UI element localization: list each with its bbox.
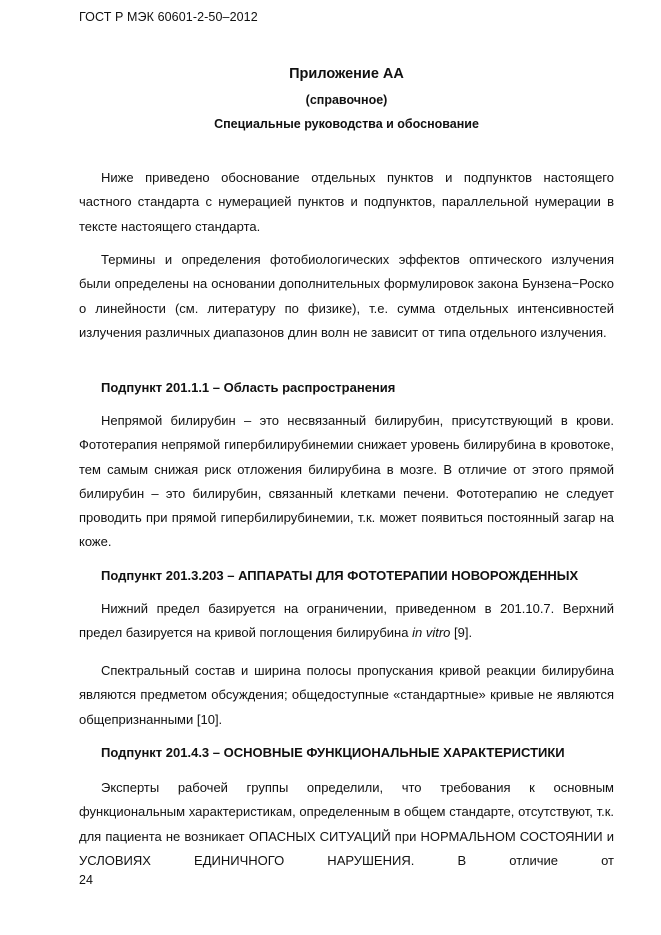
paragraph-text: Спектральный состав и ширина полосы пропускания кривой реакции билирубина являются предметом обсуждения; общедоступные «стандартные» кривые не являются общепризнанными [10]. [79, 663, 614, 727]
section-201-4-3-text [79, 776, 614, 873]
intro-paragraph [79, 166, 614, 239]
paragraph-text: Эксперты рабочей группы определили, что требования к основным функциональным характеристикам, определенным в общем стандарте, отсутствуют, т.к. для пациента не возникает ОПАСНЫХ СИТУАЦИЙ при НОРМАЛЬНОМ СОСТОЯНИИ и УСЛОВИЯХ ЕДИНИЧНОГО НАРУШЕНИЯ. В отличие от [79, 780, 614, 868]
page-number: 24 [79, 873, 93, 887]
annex-subtitle: (справочное) [305, 93, 388, 107]
paragraph-text: Непрямой билирубин – это несвязанный билирубин, присутствующий в крови. Фототерапия непрямой гипербилирубинемии снижает уровень билирубина в кровотоке, тем самым снижая риск отложения билирубина в мозге. В отличие от этого прямой билирубин – это билирубин, связанный клетками печени. Фототерапию не следует проводить при прямой гипербилирубинемии, т.к. может появиться постоянный загар на коже. [79, 413, 614, 550]
section-201-3-203-text-a [79, 597, 614, 646]
text-span: Нижний предел базируется на ограничении, приведенном в 201.10.7. Верхний предел базируется на кривой поглощения билирубина [79, 601, 614, 641]
text-span: [9]. [450, 625, 473, 641]
section-heading-201-3-203: Подпункт 201.3.203 – АППАРАТЫ ДЛЯ ФОТОТЕРАПИИ НОВОРОЖДЕННЫХ [101, 568, 579, 583]
italic-term: in vitro [412, 625, 451, 641]
section-201-3-203-text-b [79, 659, 614, 732]
paragraph-text: Термины и определения фотобиологических эффектов оптического излучения были определены на основании дополнительных формулировок закона Бунзена−Роско о линейности (см. литературу по физике), т.е. сумма отдельных интенсивностей излучения различных диапазонов длин волн не зависит от типа отдельного излучения. [79, 252, 614, 340]
paragraph-text: Ниже приведено обоснование отдельных пунктов и подпунктов настоящего частного стандарта с нумерацией пунктов и подпунктов, параллельной нумерации в тексте настоящего стандарта. [79, 170, 614, 234]
annex-title: Приложение АА [289, 66, 404, 82]
section-201-1-1-text [79, 409, 614, 555]
document-header: ГОСТ Р МЭК 60601-2-50–2012 [79, 10, 258, 24]
terms-paragraph [79, 248, 614, 345]
paragraph-text [79, 597, 614, 646]
section-heading-201-4-3: Подпункт 201.4.3 – ОСНОВНЫЕ ФУНКЦИОНАЛЬНЫЕ ХАРАКТЕРИСТИКИ [101, 745, 565, 760]
annex-name: Специальные руководства и обоснование [214, 117, 479, 131]
section-heading-201-1-1: Подпункт 201.1.1 – Область распространения [101, 380, 396, 395]
